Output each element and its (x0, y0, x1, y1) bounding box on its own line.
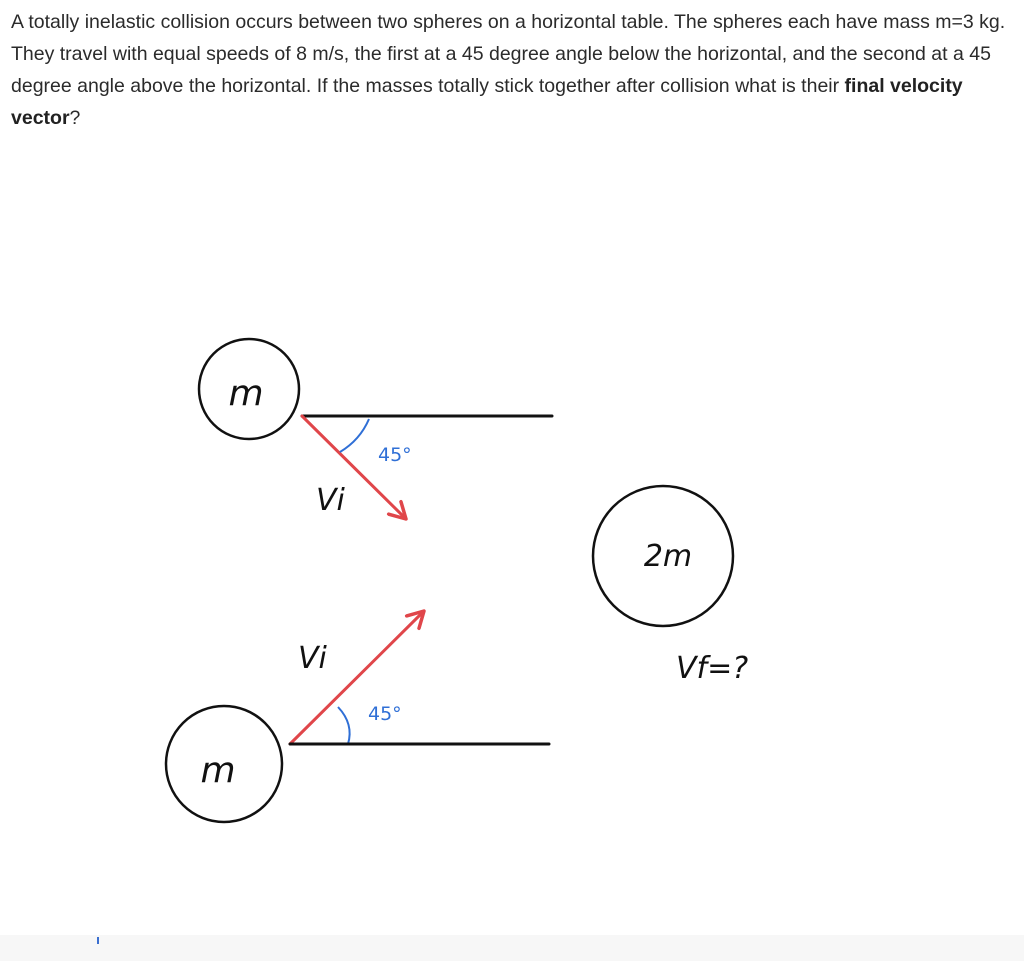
sphere-bottom-label: m (200, 750, 236, 791)
problem-text-part2: ? (69, 107, 81, 129)
sphere-top-label: m (228, 373, 264, 414)
velocity-arrow-bottom (290, 611, 424, 744)
problem-text-part1: A totally inelastic collision occurs between two spheres on a horizontal table. The spheres each have mass m=3 kg. They travel with equal speeds of 8 m/s, the first at a 45 degree angle below the horizontal, and the second at a 45 degree angle above the horizontal. If the masses totally stick together after collision what is their (11, 11, 1006, 97)
text-cursor (97, 937, 99, 944)
angle-label-top: 45° (378, 444, 412, 466)
sphere-merged (593, 486, 733, 626)
sphere-bottom (166, 706, 282, 822)
sphere-top (199, 339, 299, 439)
velocity-label-top: Vi (316, 483, 345, 518)
angle-arc-bottom (338, 707, 350, 744)
final-velocity-label: Vf=? (676, 651, 749, 686)
sphere-merged-label: 2m (643, 539, 693, 574)
angle-label-bottom: 45° (368, 703, 402, 725)
velocity-label-bottom: Vi (298, 641, 327, 676)
bottom-strip (0, 935, 1024, 961)
angle-arc-top (340, 419, 369, 452)
problem-text-bold: final velocity vector (11, 75, 963, 129)
